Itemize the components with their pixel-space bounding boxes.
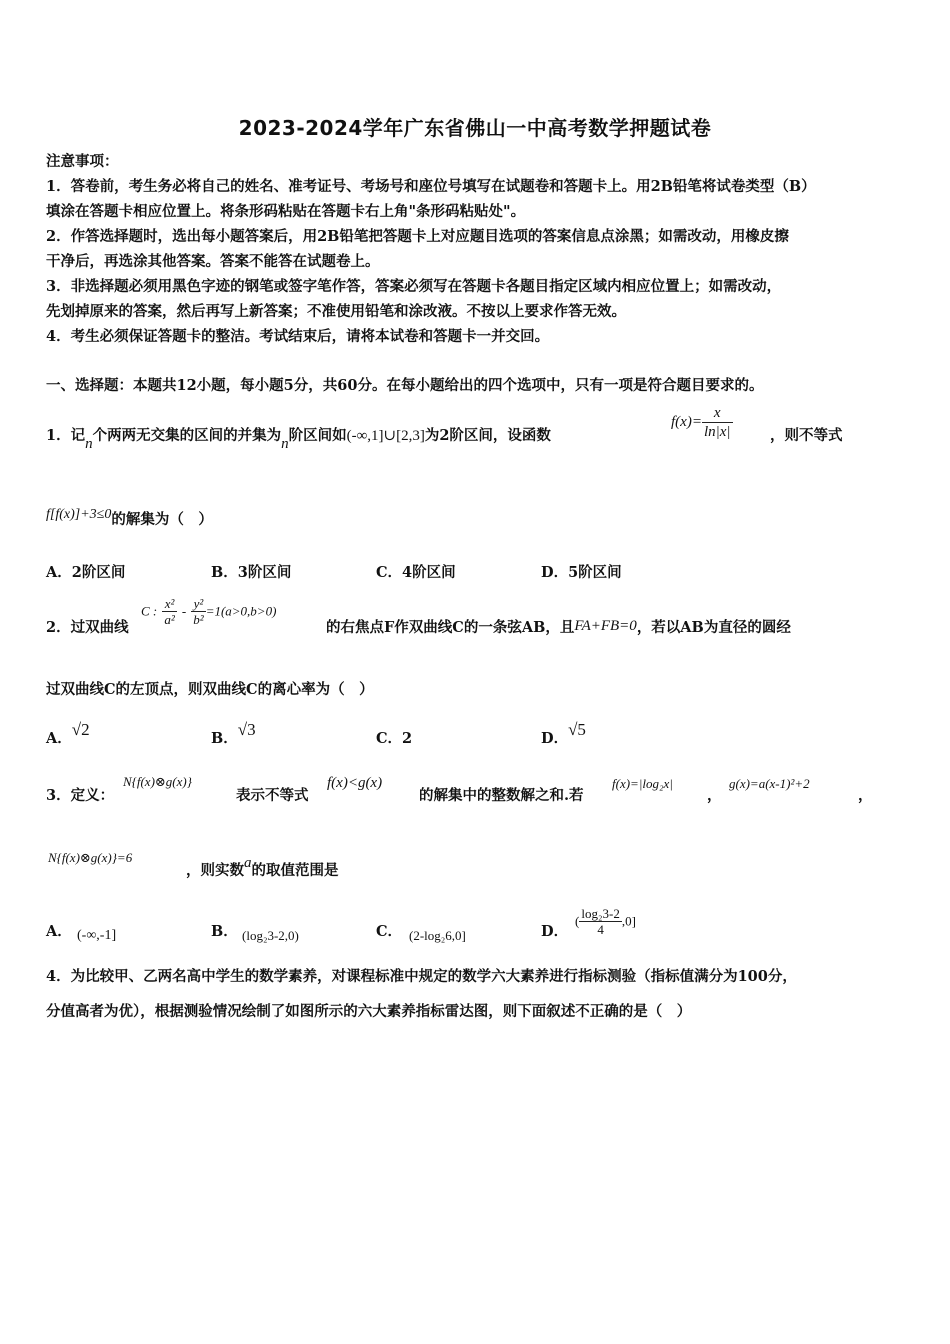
notice-line-2b: 干净后，再选涂其他答案。答案不能答在试题卷上。	[46, 253, 380, 270]
q1-text-2: 个两两无交集的区间的并集为	[92, 427, 282, 444]
q4-line-1: 4．为比较甲、乙两名高中学生的数学素养，对课程标准中规定的数学六大素养进行指标测验（指标值满分为100分，	[46, 968, 797, 985]
notice-line-3a: 3．非选择题必须用黑色字迹的钢笔或签字笔作答，答案必须写在答题卡各题目指定区域内相应位置上；如需改动，	[46, 278, 782, 295]
q2-option-d-value: √5	[568, 720, 586, 739]
q1-line-2	[46, 507, 213, 531]
q3-option-a-label[interactable]: A．	[46, 923, 72, 940]
q2-line-1	[326, 618, 791, 638]
q1-f-den: ln|x|	[703, 424, 731, 440]
q3-g-definition: g(x)=a(x-1)²+2	[729, 776, 810, 791]
q3-option-c-value[interactable]: (2-log₂6,0]	[409, 928, 466, 943]
q1-option-b[interactable]: B．3阶区间	[211, 564, 292, 581]
q1-n-2: n	[281, 436, 289, 452]
q3-d-den: 4	[597, 922, 604, 937]
q1-f-lhs: f(x)=	[671, 414, 702, 430]
q3-d-open: (	[575, 913, 580, 929]
q2-b2: b²	[193, 612, 204, 627]
q3-a: a	[244, 855, 252, 871]
q1-f-num: x	[702, 404, 733, 423]
q1-text-4: 为2阶区间，设函数	[424, 427, 551, 444]
notice-line-1b: 填涂在答题卡相应位置上。将条形码粘贴在答题卡右上角"条形码粘贴处"。	[46, 203, 526, 220]
q3-text-5: 的取值范围是	[251, 862, 339, 879]
q1-option-c[interactable]: C．4阶区间	[376, 564, 456, 581]
q3-text-1: 3．定义：	[46, 787, 115, 804]
q2-option-b[interactable]	[211, 720, 256, 748]
q2-text-1: 2．过双曲线	[46, 619, 129, 636]
q2-option-c[interactable]: C．2	[376, 730, 413, 747]
q3-option-d-label[interactable]: D．	[541, 923, 569, 940]
notice-line-2a: 2．作答选择题时，选出每小题答案后，用2B铅笔把答题卡上对应题目选项的答案信息点涂黑；如需改动，用橡皮擦	[46, 228, 789, 245]
q2-text-2: 的右焦点F作双曲线C的一条弦AB，且	[326, 619, 575, 636]
q2-option-b-label: B．	[211, 730, 238, 747]
q3-comma-1: ，	[707, 787, 722, 804]
q2-text-3: ，若以AB为直径的圆经	[636, 619, 791, 636]
q3-option-b-label[interactable]: B．	[211, 923, 238, 940]
q2-option-a-value: √2	[71, 720, 90, 739]
q3-comma-2: ，	[858, 787, 873, 804]
q1-text-5: ，则不等式	[770, 427, 843, 444]
q2-a2: a²	[164, 612, 175, 627]
q1-text-1: 1．记	[46, 427, 86, 444]
q1-option-a[interactable]: A．2阶区间	[46, 564, 126, 581]
question-1	[46, 426, 551, 452]
q2-minus: -	[181, 603, 187, 619]
q2-option-a-label: A．	[46, 730, 72, 747]
q3-N-2: N{f(x)⊗g(x)}=6	[48, 850, 133, 865]
q3-text-3: 的解集中的整数解之和.若	[419, 787, 584, 804]
q3-text-4: ，则实数	[186, 862, 244, 879]
q3-option-a-value[interactable]: (-∞,-1]	[77, 928, 117, 943]
q4-line-2: 分值高者为优），根据测验情况绘制了如图所示的六大素养指标雷达图，则下面叙述不正确的是（ ）	[46, 1003, 692, 1020]
q1-function	[671, 404, 733, 441]
q3-inequality: f(x)<g(x)	[327, 775, 383, 791]
q2-option-d-label: D．	[541, 730, 569, 747]
q3-option-d-value[interactable]	[575, 906, 636, 937]
q2-vector: FA+FB=0	[574, 618, 637, 634]
q2-y2: y²	[191, 596, 205, 612]
page-title: 2023-2024学年广东省佛山一中高考数学押题试卷	[238, 116, 712, 140]
notice-line-3b: 先划掉原来的答案，然后再写上新答案；不准使用铅笔和涂改液。不按以上要求作答无效。	[46, 303, 626, 320]
q2-option-d[interactable]	[541, 720, 586, 748]
q3-d-close: ,0]	[621, 913, 636, 929]
notice-line-1a: 1．答卷前，考生务必将自己的姓名、准考证号、考场号和座位号填写在试题卷和答题卡上。用2B铅笔将试卷类型（B）	[46, 178, 816, 195]
q1-interval: (-∞,1]∪[2,3]	[346, 428, 425, 444]
q3-option-c-label[interactable]: C．	[376, 923, 403, 940]
notice-line-4: 4．考生必须保证答题卡的整洁。考试结束后，请将本试卷和答题卡一并交回。	[46, 328, 550, 345]
q3-option-b-value[interactable]: (log₂3-2,0)	[242, 928, 299, 943]
q3-line-2	[186, 855, 339, 881]
q1-option-d[interactable]: D．5阶区间	[541, 564, 622, 581]
q2-condition: =1(a>0,b>0)	[205, 603, 277, 619]
q2-x2: x²	[162, 596, 176, 612]
q1-n-1: n	[85, 436, 93, 452]
q2-hyperbola	[141, 596, 276, 627]
notice-heading: 注意事项：	[46, 153, 119, 170]
q2-option-b-value: √3	[237, 720, 256, 739]
q2-option-a[interactable]	[46, 720, 90, 748]
q2-curve-c: C :	[141, 603, 158, 619]
q3-d-num: log₂3-2	[581, 906, 620, 921]
q1-text-6: 的解集为（ ）	[111, 511, 213, 528]
q1-inequality: f[f(x)]+3≤0	[46, 507, 112, 522]
section-heading: 一、选择题：本题共12小题，每小题5分，共60分。在每小题给出的四个选项中，只有一项是符合题目要求的。	[46, 377, 764, 394]
q2-line-2: 过双曲线C的左顶点，则双曲线C的离心率为（ ）	[46, 681, 374, 698]
q3-N-1: N{f(x)⊗g(x)}	[123, 774, 192, 789]
q3-f-definition: f(x)=|log₂x|	[612, 776, 673, 791]
q1-text-3: 阶区间如	[288, 427, 347, 444]
q3-text-2: 表示不等式	[236, 787, 309, 804]
